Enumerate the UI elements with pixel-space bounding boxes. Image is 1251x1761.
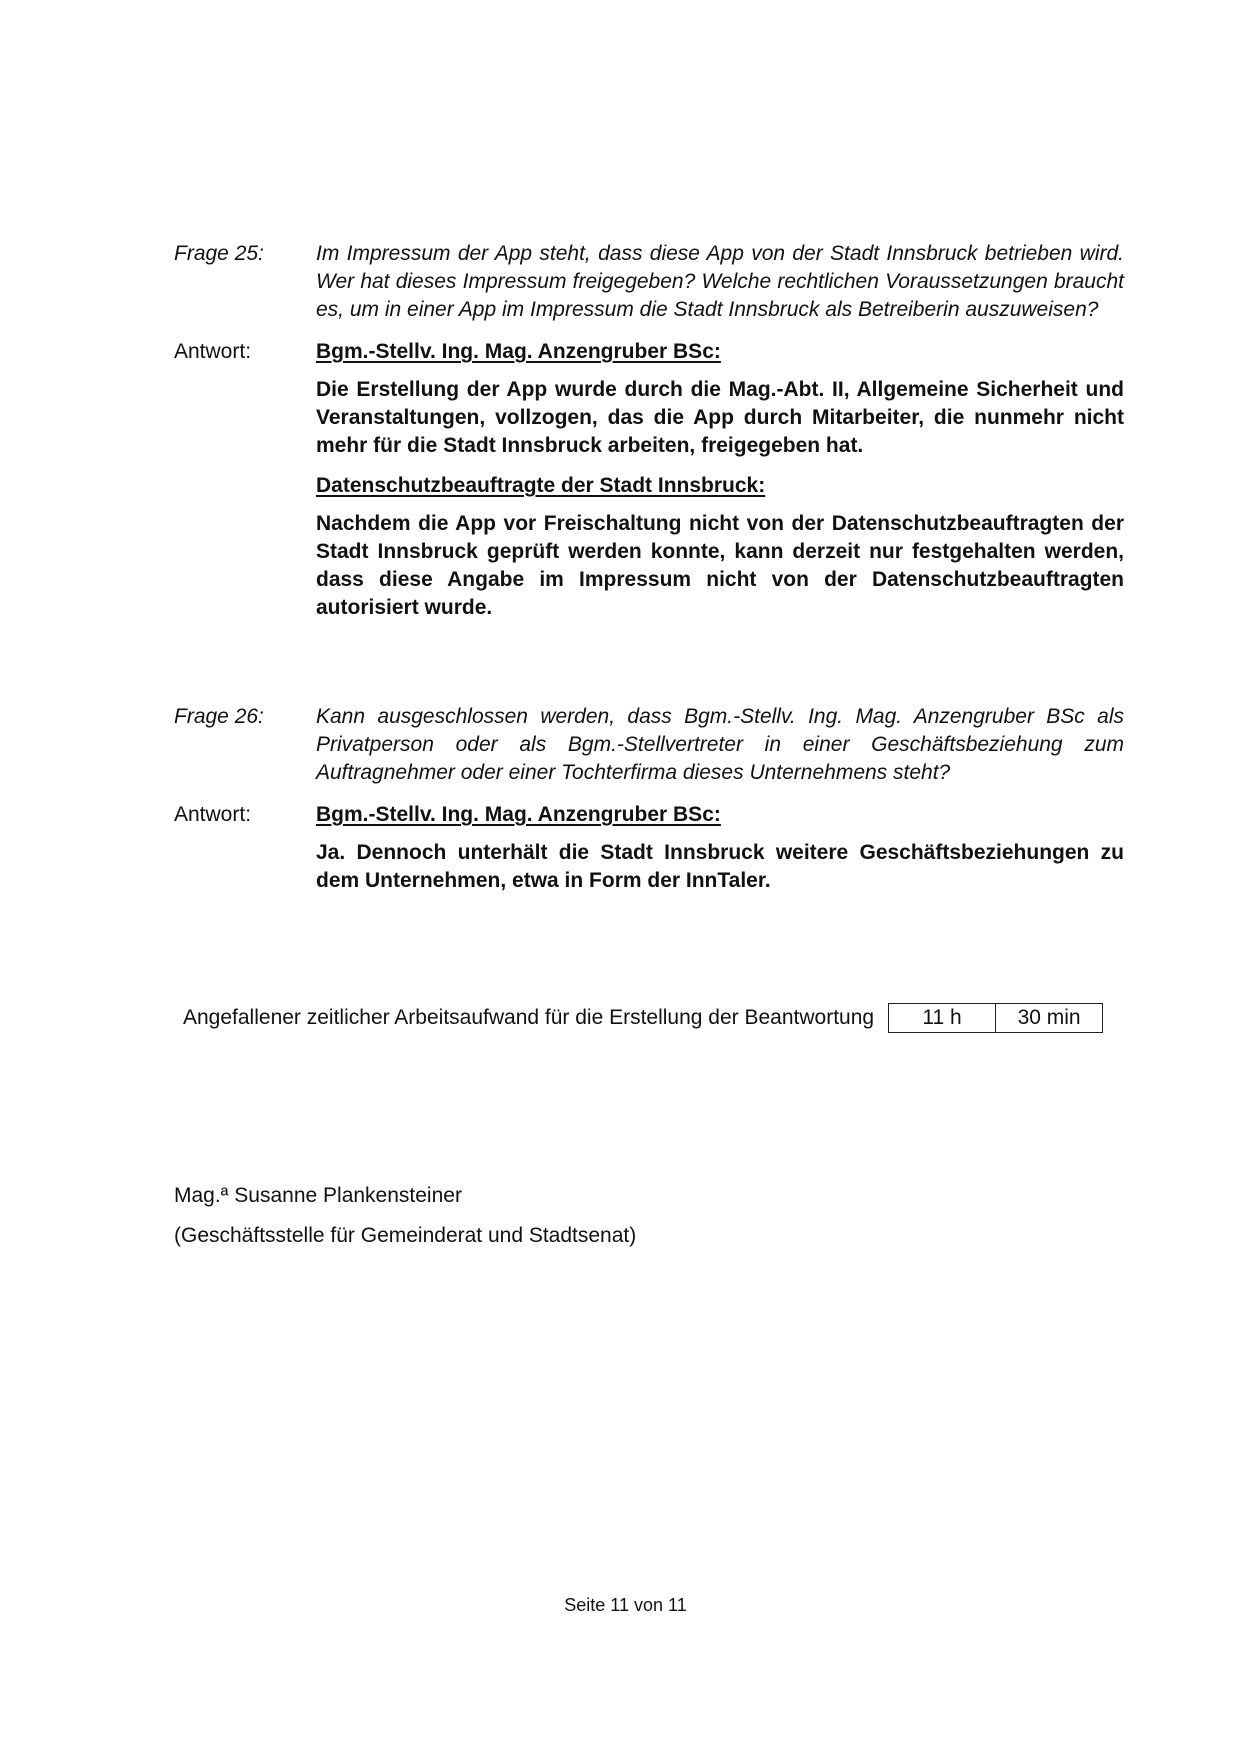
- question-text: Im Impressum der App steht, dass diese App von der Stadt Innsbruck betrieben wird. Wer hat dieses Impressum freigegeben? Welche rechtlichen Voraussetzungen braucht es, um in einer App im Impressum die Stadt Innsbruck als Betreiberin auszuweisen?: [316, 242, 1124, 321]
- question-label: Frage 26:: [174, 705, 264, 728]
- answer-label: Antwort:: [174, 803, 252, 826]
- page-number: Seite 11 von 11: [564, 1595, 687, 1615]
- answer-text: Die Erstellung der App wurde durch die Mag.-Abt. II, Allgemeine Sicherheit und Veranstaltungen, vollzogen, das die App durch Mitarbeiter, die nunmehr nicht mehr für die Stadt Innsbruck arbeiten, freigegeben hat.: [316, 378, 1124, 457]
- question-block-26: [174, 703, 1124, 907]
- answer-row: [174, 801, 1124, 907]
- answer-row: [174, 338, 1124, 634]
- answer-label: Antwort:: [174, 340, 252, 363]
- question-label: Frage 25:: [174, 242, 264, 265]
- question-row: [174, 240, 1124, 324]
- effort-minutes: 30 min: [995, 1004, 1102, 1032]
- speaker-heading: Bgm.-Stellv. Ing. Mag. Anzengruber BSc:: [316, 803, 721, 826]
- speaker-heading: Bgm.-Stellv. Ing. Mag. Anzengruber BSc:: [316, 340, 721, 363]
- question-block-25: [174, 240, 1124, 634]
- speaker-heading: Datenschutzbeauftragte der Stadt Innsbruck:: [316, 474, 766, 497]
- answer-text: Nachdem die App vor Freischaltung nicht von der Datenschutzbeauftragten der Stadt Innsbruck geprüft werden konnte, kann derzeit nur festgehalten werden, dass diese Angabe im Impressum nicht von der Datenschutzbeauftragten autorisiert wurde.: [316, 512, 1124, 619]
- effort-label: Angefallener zeitlicher Arbeitsaufwand für die Erstellung der Beantwortung: [183, 1006, 875, 1029]
- effort-summary: [183, 1003, 1103, 1033]
- question-text: Kann ausgeschlossen werden, dass Bgm.-Stellv. Ing. Mag. Anzengruber BSc als Privatperson oder als Bgm.-Stellvertreter in einer Geschäftsbeziehung zum Auftragnehmer oder einer Tochterfirma dieses Unternehmens steht?: [316, 705, 1124, 784]
- effort-hours: 11 h: [922, 1006, 962, 1029]
- signature-block: [174, 1176, 636, 1256]
- signatory-name: Mag.ª Susanne Plankensteiner: [174, 1184, 462, 1207]
- answer-text: Ja. Dennoch unterhält die Stadt Innsbruck weitere Geschäftsbeziehungen zu dem Unternehmen, etwa in Form der InnTaler.: [316, 841, 1124, 892]
- signatory-office: (Geschäftsstelle für Gemeinderat und Stadtsenat): [174, 1224, 637, 1247]
- question-row: [174, 703, 1124, 787]
- effort-box: [888, 1003, 1103, 1033]
